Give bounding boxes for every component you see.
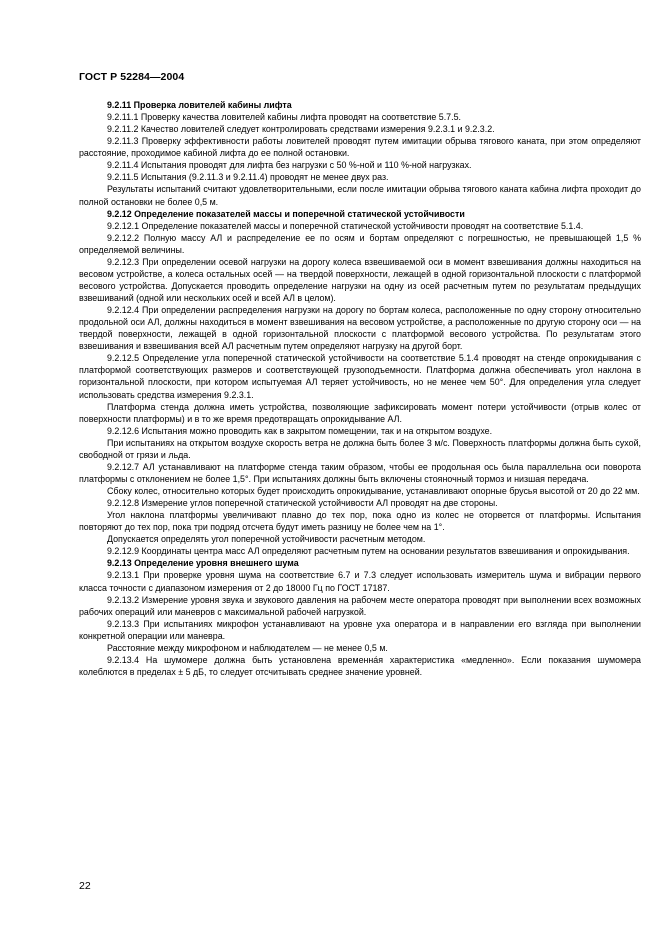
paragraph: 9.2.11.3 Проверку эффективности работы ловителей проводят путем имитации обрыва тягового каната, при этом определяют расстояние, проходимое кабиной лифта до ее полной остановки.	[79, 136, 641, 159]
paragraph: При испытаниях на открытом воздухе скорость ветра не должна быть более 3 м/с. Поверхность платформы должна быть сухой, свободной от грязи и льда.	[79, 437, 641, 460]
paragraph: 9.2.12.5 Определение угла поперечной статической устойчивости на соответствие 5.1.4 проводят на стенде опрокидывания с платформой соответствующих размеров и соответствующей грузоподъемности. Платформа должна обеспечивать угол наклона в горизонтальной плоскости, при котором испытуемая АЛ теряет устойчивость, но не менее чем 50°. Для определения угла следует использовать средства измерения 9.2.3.1.	[79, 353, 641, 400]
paragraph: 9.2.11.1 Проверку качества ловителей кабины лифта проводят на соответствие 5.7.5.	[107, 112, 461, 123]
paragraph: 9.2.13.3 При испытаниях микрофон устанавливают на уровне уха оператора и в направлении его взгляда при выполнении конкретной операции или маневра.	[79, 618, 641, 641]
section-heading: 9.2.11 Проверка ловителей кабины лифта	[107, 100, 292, 110]
paragraph: Расстояние между микрофоном и наблюдателем — не менее 0,5 м.	[107, 642, 388, 653]
paragraph: 9.2.11.2 Качество ловителей следует контролировать средствами измерения 9.2.3.1 и 9.2.3.2.	[107, 124, 495, 135]
paragraph: 9.2.11.4 Испытания проводят для лифта без нагрузки с 50 %-ной и 110 %-ной нагрузках.	[107, 160, 472, 171]
paragraph: 9.2.12.4 При определении распределения нагрузки на дорогу по бортам колеса, расположенные по одну сторону относительно продольной оси АЛ, должны находиться в момент взвешивания на весовом устройстве, а расположенные по другую сторону оси — на твердой поверхности, лежащей в одной горизонтальной плоскости с платформой весового устройства. По результатам этого взвешивания и взвешивания всей АЛ расчетным путем определяют нагрузку на другой борт.	[79, 305, 641, 352]
section-heading: 9.2.13 Определение уровня внешнего шума	[107, 558, 299, 569]
paragraph: 9.2.12.2 Полную массу АЛ и распределение ее по осям и бортам определяют с погрешностью, не превышающей 1,5 % определяемой величины.	[79, 232, 641, 255]
paragraph: 9.2.12.1 Определение показателей массы и поперечной статической устойчивости проводят на соответствие 5.1.4.	[107, 220, 584, 231]
paragraph: 9.2.12.8 Измерение углов поперечной статической устойчивости АЛ проводят на две стороны.	[107, 498, 498, 509]
paragraph: Результаты испытаний считают удовлетворительными, если после имитации обрыва тягового каната кабина лифта проходит до полной остановки не более 0,5 м.	[79, 184, 641, 207]
paragraph: Угол наклона платформы увеличивают плавно до тех пор, пока одно из колес не оторвется от платформы. Испытания повторяют до тех пор, пока три подряд отсчета будут иметь разницу не более чем на 1°.	[79, 510, 641, 533]
paragraph: 9.2.13.2 Измерение уровня звука и звукового давления на рабочем месте оператора проводят при выполнении всех возможных рабочих операций или маневров с максимальной рабочей нагрузкой.	[79, 594, 641, 617]
paragraph: 9.2.12.6 Испытания можно проводить как в закрытом помещении, так и на открытом воздухе.	[107, 425, 493, 436]
paragraph: Сбоку колес, относительно которых будет происходить опрокидывание, устанавливают опорные брусья высотой от 20 до 22 мм.	[107, 486, 640, 496]
paragraph: 9.2.13.1 При проверке уровня шума на соответствие 6.7 и 7.3 следует использовать измеритель шума и вибрации первого класса точности с диапазоном измерения от 2 до 18000 Гц по ГОСТ 17187.	[79, 570, 641, 593]
paragraph: 9.2.13.4 На шумомере должна быть установлена временна́я характеристика «медленно». Если показания шумомера колеблются в пределах ± 5 дБ, то следует отсчитывать среднее значение уровней.	[79, 654, 641, 677]
document-body	[79, 99, 641, 678]
section-heading: 9.2.12 Определение показателей массы и поперечной статической устойчивости	[107, 208, 465, 219]
paragraph: Допускается определять угол поперечной устойчивости расчетным методом.	[107, 534, 426, 545]
paragraph: 9.2.11.5 Испытания (9.2.11.3 и 9.2.11.4) проводят не менее двух раз.	[107, 172, 389, 183]
document-header: ГОСТ Р 52284—2004	[79, 71, 185, 83]
paragraph: Платформа стенда должна иметь устройства, позволяющие зафиксировать момент потери устойчивости (отрыв колес от поверхности платформы) и в то же время предотвращать опрокидывание АЛ.	[79, 401, 641, 424]
paragraph: 9.2.12.3 При определении осевой нагрузки на дорогу колеса взвешиваемой оси в момент взвешивания должны находиться на весовом устройстве, а колеса остальных осей — на твердой поверхности, лежащей в одной горизонтальной плоскости с платформой весового устройства. Допускается проводить определение нагрузки на одну из осей расчетным путем по результатам предыдущих взвешиваний (одной или нескольких осей и всей АЛ в целом).	[79, 256, 641, 303]
paragraph: 9.2.12.9 Координаты центра масс АЛ определяют расчетным путем на основании результатов взвешивания и опрокидывания.	[107, 546, 630, 557]
page-number: 22	[79, 880, 91, 892]
paragraph: 9.2.12.7 АЛ устанавливают на платформе стенда таким образом, чтобы ее продольная ось была параллельна оси поворота платформы с отклонением не более 1,5°. При испытаниях должны быть включены стояночный тормоз и низшая передача.	[79, 461, 641, 484]
